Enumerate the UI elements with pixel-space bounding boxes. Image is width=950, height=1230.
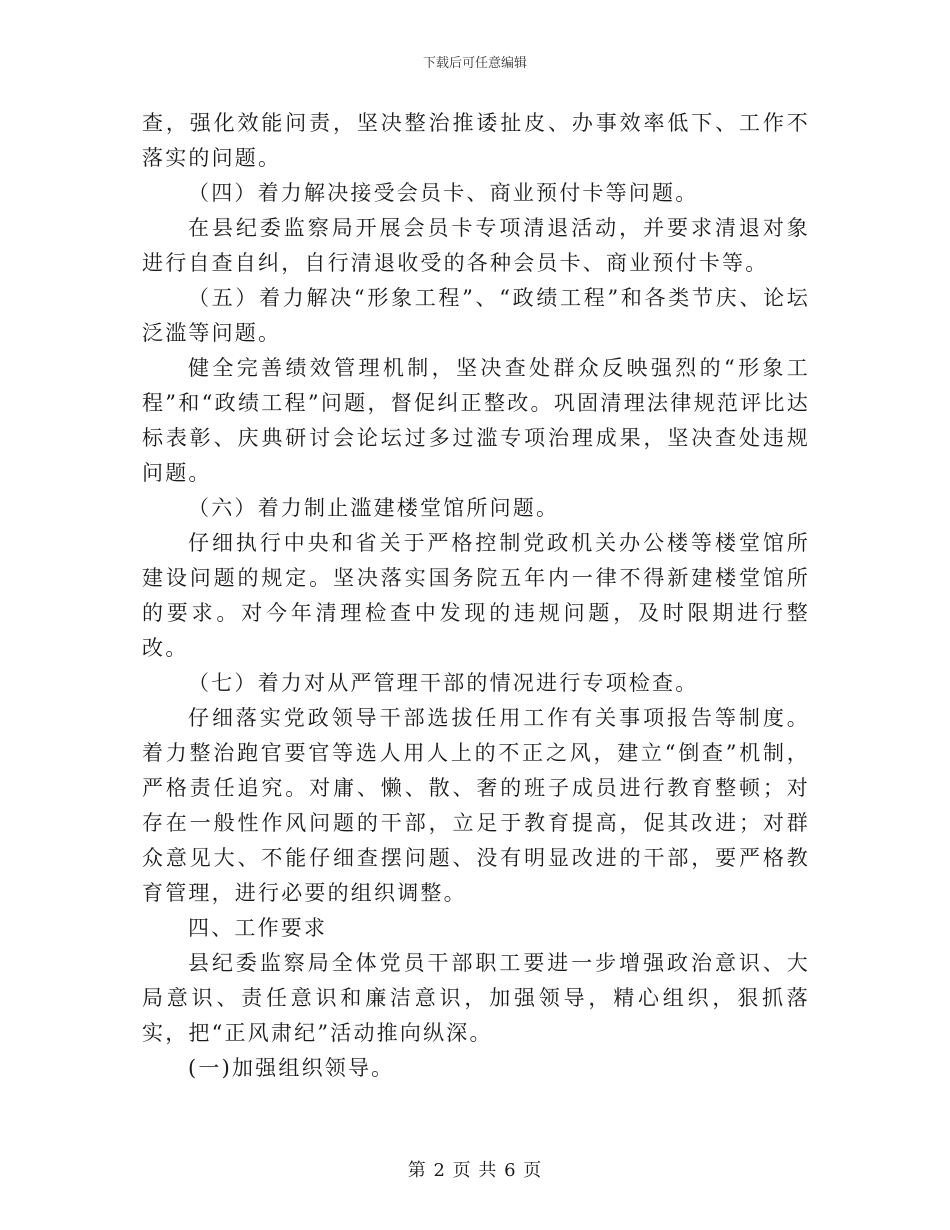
paragraph: 县纪委监察局全体党员干部职工要进一步增强政治意识、大局意识、责任意识和廉洁意识，加强领导，精心组织，狠抓落实，把“正风肃纪”活动推向纵深。 (142, 951, 810, 1045)
section-heading: （五）着力解决“形象工程”、“政绩工程”和各类节庆、论坛泛滥等问题。 (142, 286, 810, 345)
paragraph: 仔细执行中央和省关于严格控制党政机关办公楼等楼堂馆所建设问题的规定。坚决落实国务院五年内一律不得新建楼堂馆所的要求。对今年清理检查中发现的违规问题，及时限期进行整改。 (142, 531, 810, 660)
paragraph: 仔细落实党政领导干部选拔任用工作有关事项报告等制度。着力整治跑官要官等选人用人上的不正之风，建立“倒查”机制，严格责任追究。对庸、懒、散、奢的班子成员进行教育整顿；对存在一般性作风问题的干部，立足于教育提高，促其改进；对群众意见大、不能仔细查摆问题、没有明显改进的干部，要严格教育管理，进行必要的组织调整。 (142, 706, 810, 905)
page-number: 第 2 页 共 6 页 (407, 1160, 543, 1181)
section-heading: 四、工作要求 (188, 916, 328, 940)
document-body (142, 106, 810, 1086)
section-heading: (一)加强组织领导。 (188, 1056, 395, 1080)
page-header-note: 下载后可任意编辑 (422, 56, 527, 71)
section-heading: （四）着力解决接受会员卡、商业预付卡等问题。 (188, 181, 699, 205)
paragraph: 在县纪委监察局开展会员卡专项清退活动，并要求清退对象进行自查自纠，自行清退收受的各种会员卡、商业预付卡等。 (142, 216, 810, 275)
section-heading: （七）着力对从严管理干部的情况进行专项检查。 (188, 671, 699, 695)
paragraph: 查，强化效能问责，坚决整治推诿扯皮、办事效率低下、工作不落实的问题。 (142, 111, 810, 170)
section-heading: （六）着力制止滥建楼堂馆所问题。 (188, 496, 560, 520)
paragraph: 健全完善绩效管理机制，坚决查处群众反映强烈的“形象工程”和“政绩工程”问题，督促纠正整改。巩固清理法律规范评比达标表彰、庆典研讨会论坛过多过滥专项治理成果，坚决查处违规问题。 (142, 356, 810, 485)
